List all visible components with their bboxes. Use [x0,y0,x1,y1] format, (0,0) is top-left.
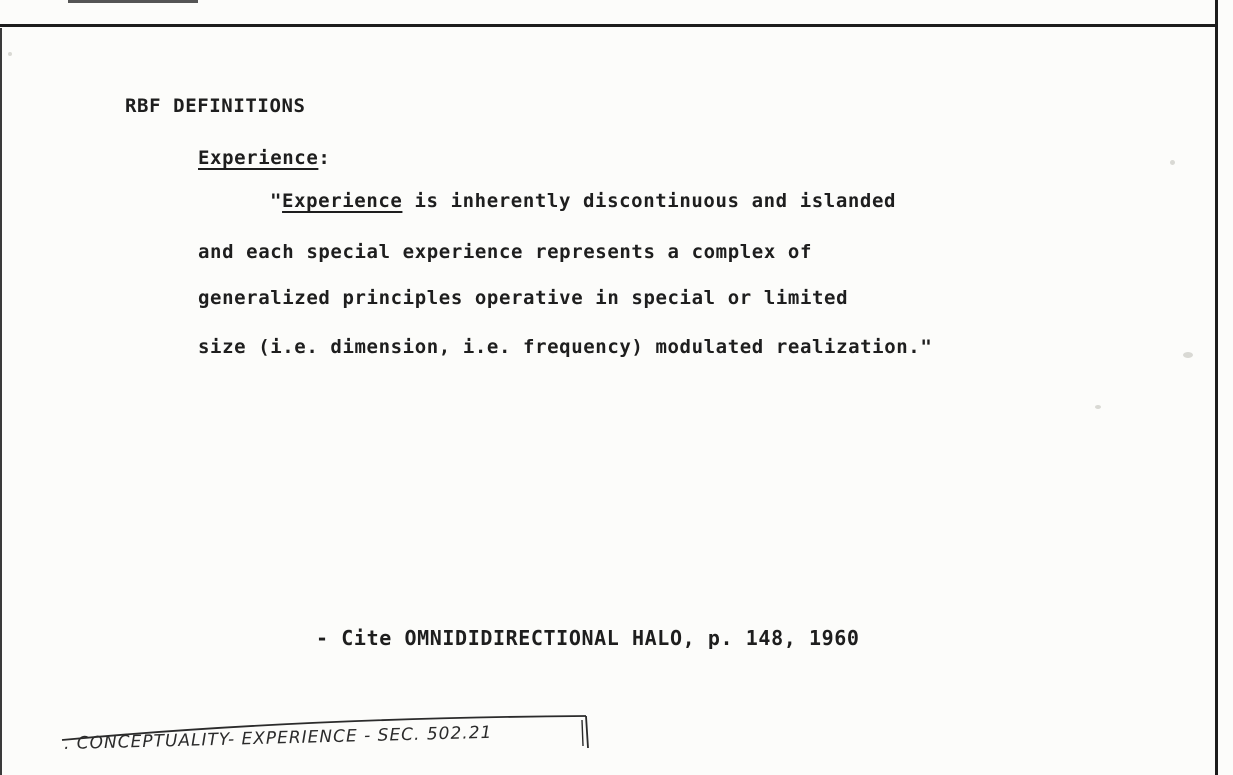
card-top-border [0,24,1216,27]
citation: - Cite OMNIDIDIRECTIONAL HALO, p. 148, 1960 [316,626,860,650]
quote-line-4: size (i.e. dimension, i.e. frequency) modulated realization." [198,336,933,358]
term-heading [198,149,330,168]
quote-line-3: generalized principles operative in special or limited [198,287,849,309]
paper-speck [8,52,12,56]
term-label: Experience [198,147,319,169]
handwritten-note [48,714,594,764]
quote-term: Experience [282,190,403,212]
term-suffix: : [318,147,331,169]
quote-open-mark: " [270,190,283,212]
handwritten-note-text: . CONCEPTUALITY- EXPERIENCE - SEC. 502.21 [63,722,493,754]
paper-speck [1170,160,1175,165]
quote-line-1-rest: is inherently discontinuous and islanded [402,190,897,212]
card-right-border [1215,0,1218,775]
quote-line-2: and each special experience represents a complex of [198,241,812,263]
top-edge-mark [68,0,198,3]
card-left-border [0,28,2,775]
section-heading: RBF DEFINITIONS [125,95,306,117]
paper-speck [1183,352,1193,358]
quote-line-1 [270,192,896,211]
paper-speck [1095,405,1101,409]
